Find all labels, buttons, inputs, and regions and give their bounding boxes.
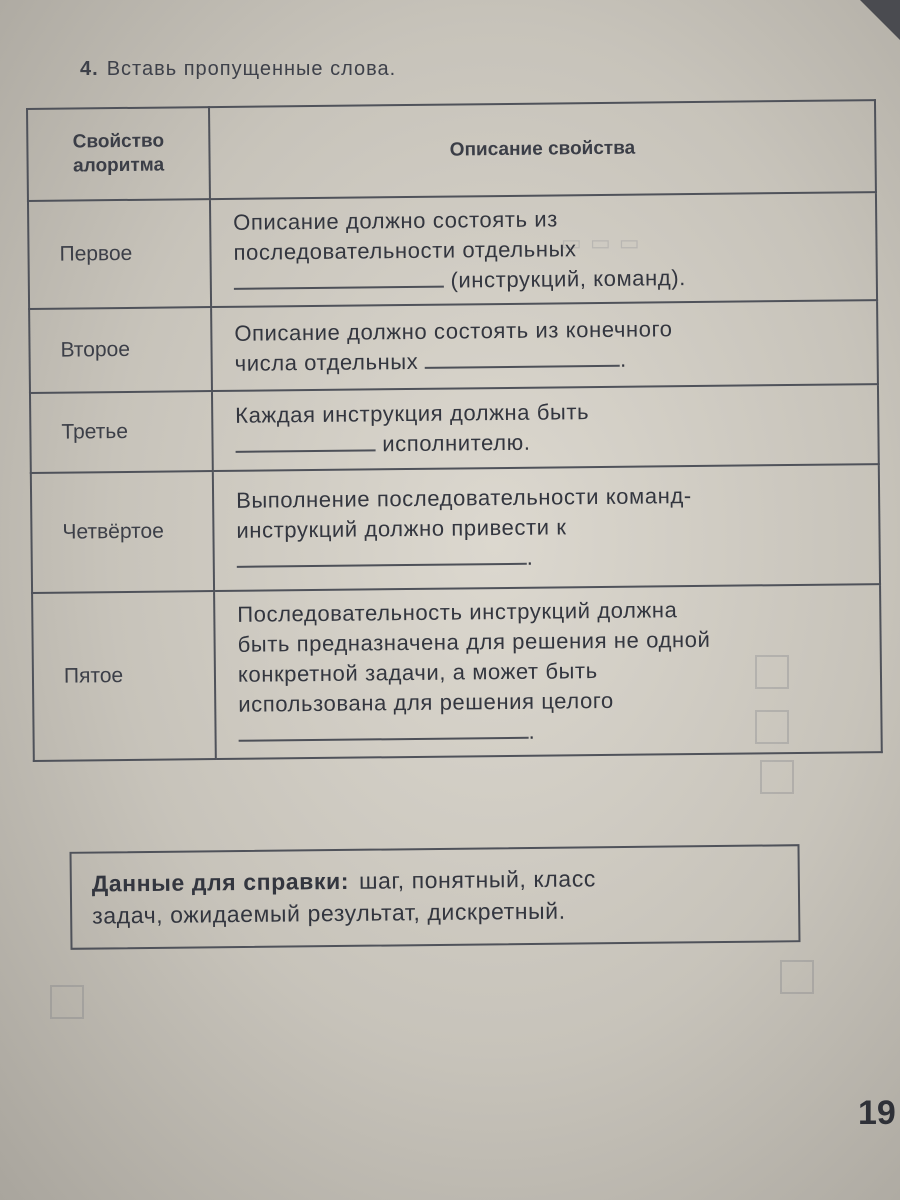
property-description [214, 584, 882, 759]
reference-box [70, 844, 801, 950]
description-line: Описание должно состоять из конечного [234, 316, 673, 346]
header-property: Свойство алоритма [27, 107, 210, 201]
bleed-checkbox [780, 960, 814, 994]
property-description [211, 300, 878, 391]
property-name: Первое [28, 199, 211, 309]
description-text: (инструкций, команд). [450, 265, 687, 293]
property-description [212, 384, 879, 471]
answer-blank[interactable] [234, 266, 444, 290]
property-description [210, 192, 877, 307]
task-number: 4. [80, 58, 99, 80]
task-title [80, 58, 396, 81]
description-line: инструкций должно привести к [236, 514, 567, 543]
description-line: быть предназначена для решения не одной [237, 626, 711, 657]
table-row [31, 464, 880, 593]
table-row [28, 192, 877, 309]
description-text: исполнителю. [382, 429, 531, 457]
description-text: . [528, 718, 536, 744]
description-line [234, 261, 862, 298]
page-number: 19 [858, 1094, 896, 1132]
property-name: Второе [29, 307, 212, 393]
description-line [238, 713, 866, 750]
description-line: конкретной задачи, а может быть [237, 658, 598, 687]
description-line: Выполнение последовательности команд- [235, 483, 692, 513]
description-line: Последовательность инструкций должна [237, 597, 678, 627]
description-text: . [526, 544, 534, 570]
table-header-row [27, 100, 876, 201]
description-line [235, 424, 863, 461]
answer-blank[interactable] [238, 717, 528, 742]
algorithm-properties-table [26, 99, 883, 762]
description-line: Описание должно состоять из [233, 206, 558, 235]
task-instruction: Вставь пропущенные слова. [106, 58, 397, 80]
header-description: Описание свойства [209, 100, 876, 199]
desk-corner [860, 0, 900, 40]
property-name: Четвёртое [31, 471, 214, 593]
reference-line: задач, ожидаемый результат, дискретный. [92, 897, 566, 929]
description-text: числа отдельных [234, 348, 419, 376]
description-line: использована для решения целого [238, 687, 614, 717]
bleed-checkbox [50, 985, 84, 1019]
description-line: Каждая инструкция должна быть [235, 399, 590, 428]
property-description [213, 464, 880, 591]
bleed-through-text: ▭ ▭ ▭ [560, 230, 640, 255]
property-name: Пятое [32, 591, 216, 761]
property-name: Третье [30, 391, 213, 473]
reference-words: шаг, понятный, класс [358, 865, 597, 894]
answer-blank[interactable] [425, 345, 620, 369]
table-row [32, 584, 882, 761]
description-line [235, 342, 863, 379]
table-row [29, 300, 878, 393]
table-row [30, 384, 879, 473]
description-text: . [619, 346, 627, 372]
description-line [237, 539, 865, 576]
answer-blank[interactable] [237, 543, 527, 568]
answer-blank[interactable] [235, 429, 375, 452]
reference-label: Данные для справки: [91, 867, 350, 897]
description-line: последовательности отдельных [233, 236, 577, 265]
bleed-checkbox [760, 760, 794, 794]
